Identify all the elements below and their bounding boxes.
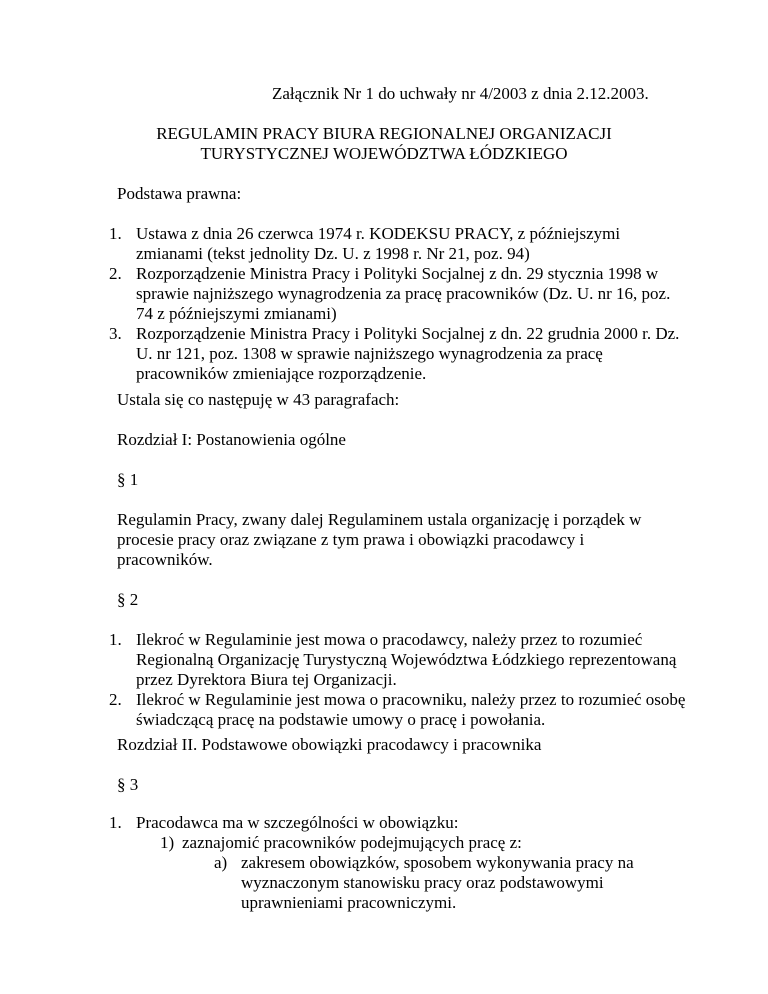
list-item-text: Rozporządzenie Ministra Pracy i Polityki Socjalnej z dn. 22 grudnia 2000 r. Dz. U. nr 121, poz. 1308 w sprawie najniższego wynagrodzenia za pracę pracowników zmieniające rozporządzenie.	[136, 324, 680, 383]
list-item	[109, 264, 689, 324]
title-line-2: TURYSTYCZNEJ WOJEWÓDZTWA ŁÓDZKIEGO	[200, 144, 568, 163]
annex-reference: Załącznik Nr 1 do uchwały nr 4/2003 z dnia 2.12.2003.	[272, 84, 649, 103]
list-item-number: 1.	[109, 813, 122, 832]
title-line-1: REGULAMIN PRACY BIURA REGIONALNEJ ORGANIZACJI	[156, 124, 612, 143]
list-item	[109, 324, 689, 384]
paragraph-1-mark: § 1	[117, 470, 139, 489]
paragraph-3-sublist	[160, 833, 680, 853]
intro-statement: Ustala się co następuję w 43 paragrafach:	[117, 390, 400, 409]
list-item-text: Ustawa z dnia 26 czerwca 1974 r. KODEKSU PRACY, z późniejszymi zmianami (tekst jednolity Dz. U. z 1998 r. Nr 21, poz. 94)	[136, 224, 621, 263]
list-item-text: zakresem obowiązków, sposobem wykonywania pracy na wyznaczonym stanowisku pracy oraz podstawowymi uprawnieniami pracowniczymi.	[241, 853, 634, 912]
document-title	[80, 124, 688, 164]
legal-basis-heading: Podstawa prawna:	[117, 184, 242, 203]
chapter-2-title: Rozdział II. Podstawowe obowiązki pracodawcy i pracownika	[117, 735, 542, 754]
paragraph-3-list	[109, 813, 689, 833]
list-item-number: 1)	[160, 833, 175, 852]
list-item-number: 2.	[109, 264, 122, 283]
list-item-text: Ilekroć w Regulaminie jest mowa o pracowniku, należy przez to rozumieć osobę świadczącą pracę na podstawie umowy o pracę i powołania.	[136, 690, 686, 729]
paragraph-2-mark: § 2	[117, 590, 139, 609]
list-item	[160, 833, 680, 853]
list-item-number: 1.	[109, 630, 122, 649]
paragraph-3-mark: § 3	[117, 775, 139, 794]
paragraph-3-subsublist	[214, 853, 684, 913]
list-item	[109, 690, 689, 730]
list-item-text: Pracodawca ma w szczególności w obowiązku:	[136, 813, 459, 832]
paragraph-2-list	[109, 630, 689, 730]
list-item-number: 2.	[109, 690, 122, 709]
legal-basis-list	[109, 224, 689, 384]
chapter-1-title: Rozdział I: Postanowienia ogólne	[117, 430, 346, 449]
list-item-text: Rozporządzenie Ministra Pracy i Polityki Socjalnej z dn. 29 stycznia 1998 w sprawie najniższego wynagrodzenia za pracę pracowników (Dz. U. nr 16, poz. 74 z późniejszymi zmianami)	[136, 264, 671, 323]
paragraph-1-text: Regulamin Pracy, zwany dalej Regulaminem ustala organizację i porządek w procesie pracy oraz związane z tym prawa i obowiązki pracodawcy i pracowników.	[117, 510, 642, 569]
list-item	[109, 630, 689, 690]
list-item-text: Ilekroć w Regulaminie jest mowa o pracodawcy, należy przez to rozumieć Regionalną Organizację Turystyczną Województwa Łódzkiego reprezentowaną przez Dyrektora Biura tej Organizacji.	[136, 630, 677, 689]
list-item	[109, 224, 689, 264]
list-item-number: a)	[214, 853, 228, 872]
list-item	[109, 813, 689, 833]
list-item-number: 3.	[109, 324, 122, 343]
list-item-text: zaznajomić pracowników podejmujących pracę z:	[182, 833, 522, 852]
list-item	[214, 853, 684, 913]
list-item-number: 1.	[109, 224, 122, 243]
